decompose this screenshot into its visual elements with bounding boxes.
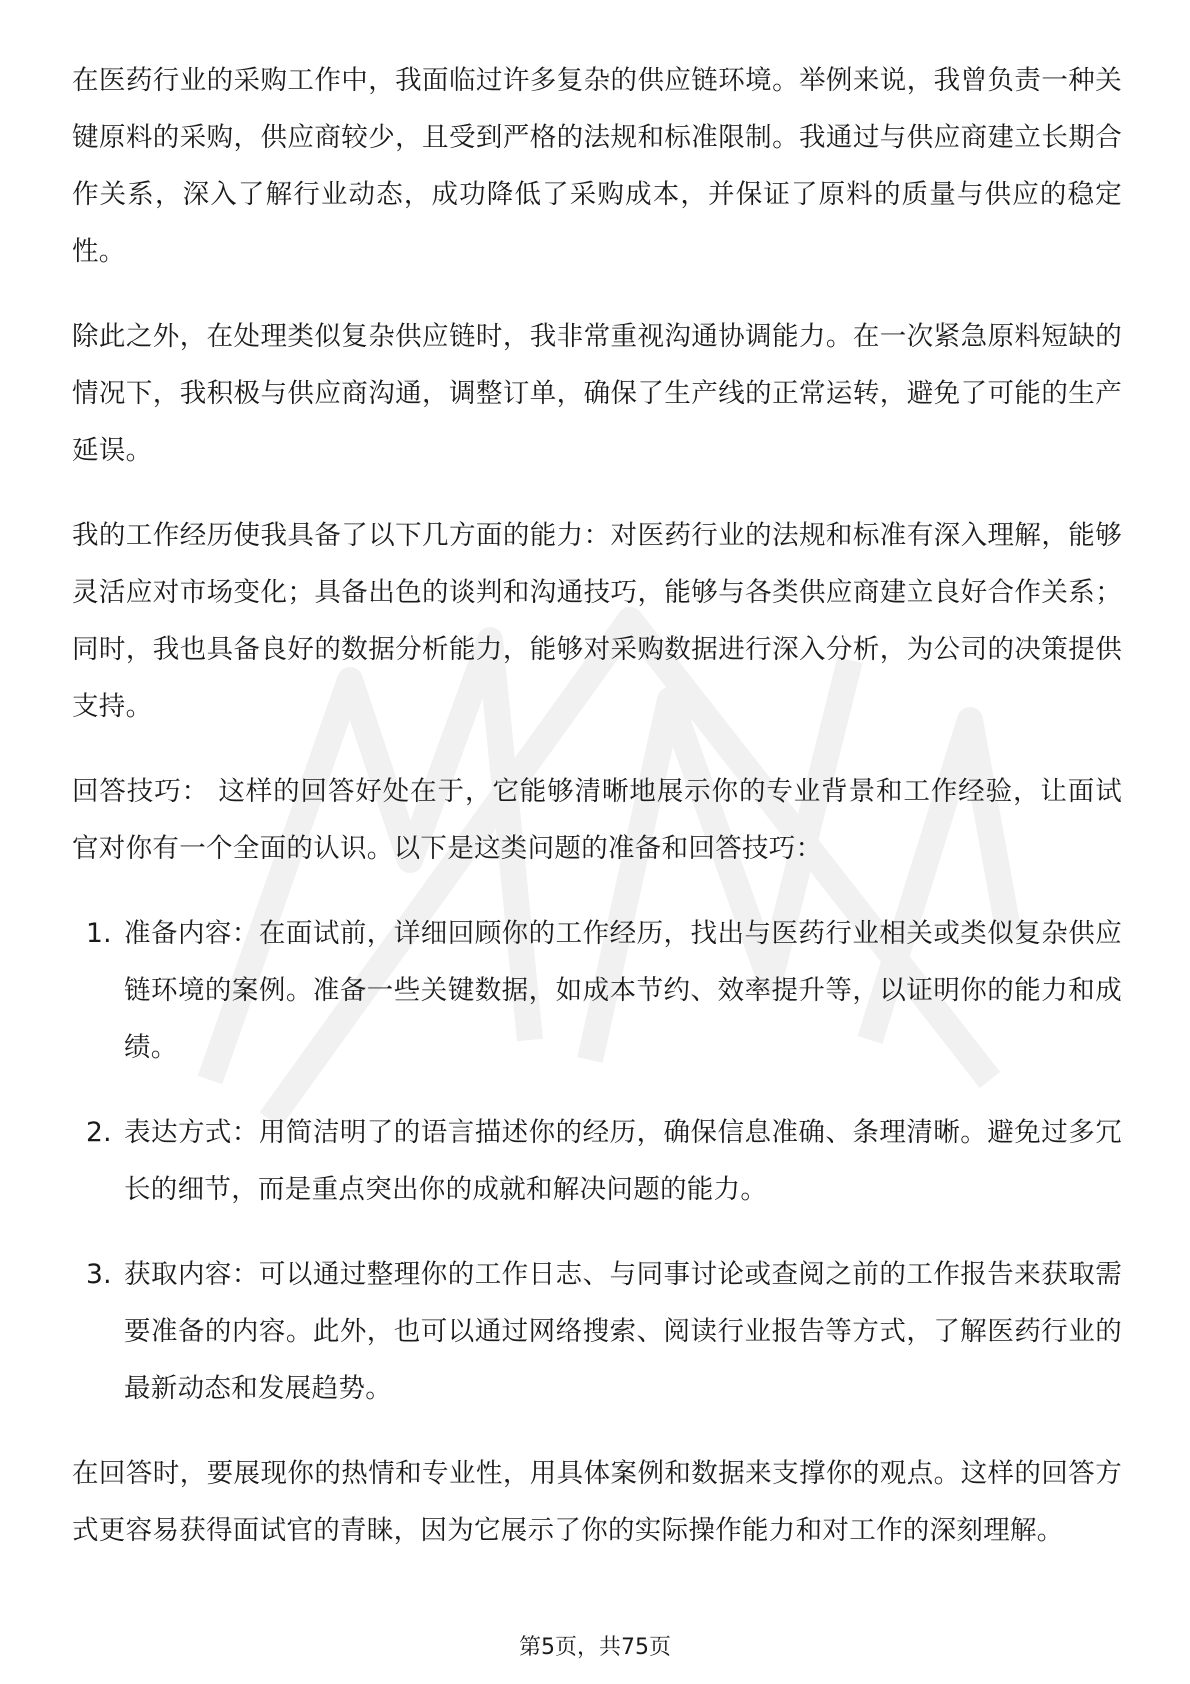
list-item-text: 表达方式：用简洁明了的语言描述你的经历，确保信息准确、条理清晰。避免过多冗长的细节，而是重点突出你的成就和解决问题的能力。 <box>124 1117 1122 1205</box>
list-item <box>72 1104 1122 1218</box>
list-item <box>72 1246 1122 1417</box>
list-item-number: 1. <box>86 918 112 949</box>
document-page <box>72 52 1122 1587</box>
list-item <box>72 905 1122 1076</box>
list-item-number: 2. <box>86 1117 112 1148</box>
paragraph-communication: 除此之外，在处理类似复杂供应链时，我非常重视沟通协调能力。在一次紧急原料短缺的情况下，我积极与供应商沟通，调整订单，确保了生产线的正常运转，避免了可能的生产延误。 <box>72 321 1122 466</box>
list-item-text: 准备内容：在面试前，详细回顾你的工作经历，找出与医药行业相关或类似复杂供应链环境的案例。准备一些关键数据，如成本节约、效率提升等，以证明你的能力和成绩。 <box>124 918 1122 1063</box>
page-footer: 第5页，共75页 <box>519 1635 671 1660</box>
paragraph-experience: 在医药行业的采购工作中，我面临过许多复杂的供应链环境。举例来说，我曾负责一种关键原料的采购，供应商较少，且受到严格的法规和标准限制。我通过与供应商建立长期合作关系，深入了解行业动态，成功降低了采购成本，并保证了原料的质量与供应的稳定性。 <box>72 65 1122 267</box>
paragraph-answer-tips: 回答技巧： 这样的回答好处在于，它能够清晰地展示你的专业背景和工作经验，让面试官对你有一个全面的认识。以下是这类问题的准备和回答技巧： <box>72 776 1122 864</box>
list-item-text: 获取内容：可以通过整理你的工作日志、与同事讨论或查阅之前的工作报告来获取需要准备的内容。此外，也可以通过网络搜索、阅读行业报告等方式，了解医药行业的最新动态和发展趋势。 <box>124 1259 1122 1404</box>
paragraph-abilities: 我的工作经历使我具备了以下几方面的能力：对医药行业的法规和标准有深入理解，能够灵活应对市场变化；具备出色的谈判和沟通技巧，能够与各类供应商建立良好合作关系；同时，我也具备良好的数据分析能力，能够对采购数据进行深入分析，为公司的决策提供支持。 <box>72 520 1122 722</box>
tips-list <box>72 905 1122 1417</box>
list-item-number: 3. <box>86 1259 112 1290</box>
paragraph-closing: 在回答时，要展现你的热情和专业性，用具体案例和数据来支撑你的观点。这样的回答方式更容易获得面试官的青睐，因为它展示了你的实际操作能力和对工作的深刻理解。 <box>72 1458 1122 1546</box>
